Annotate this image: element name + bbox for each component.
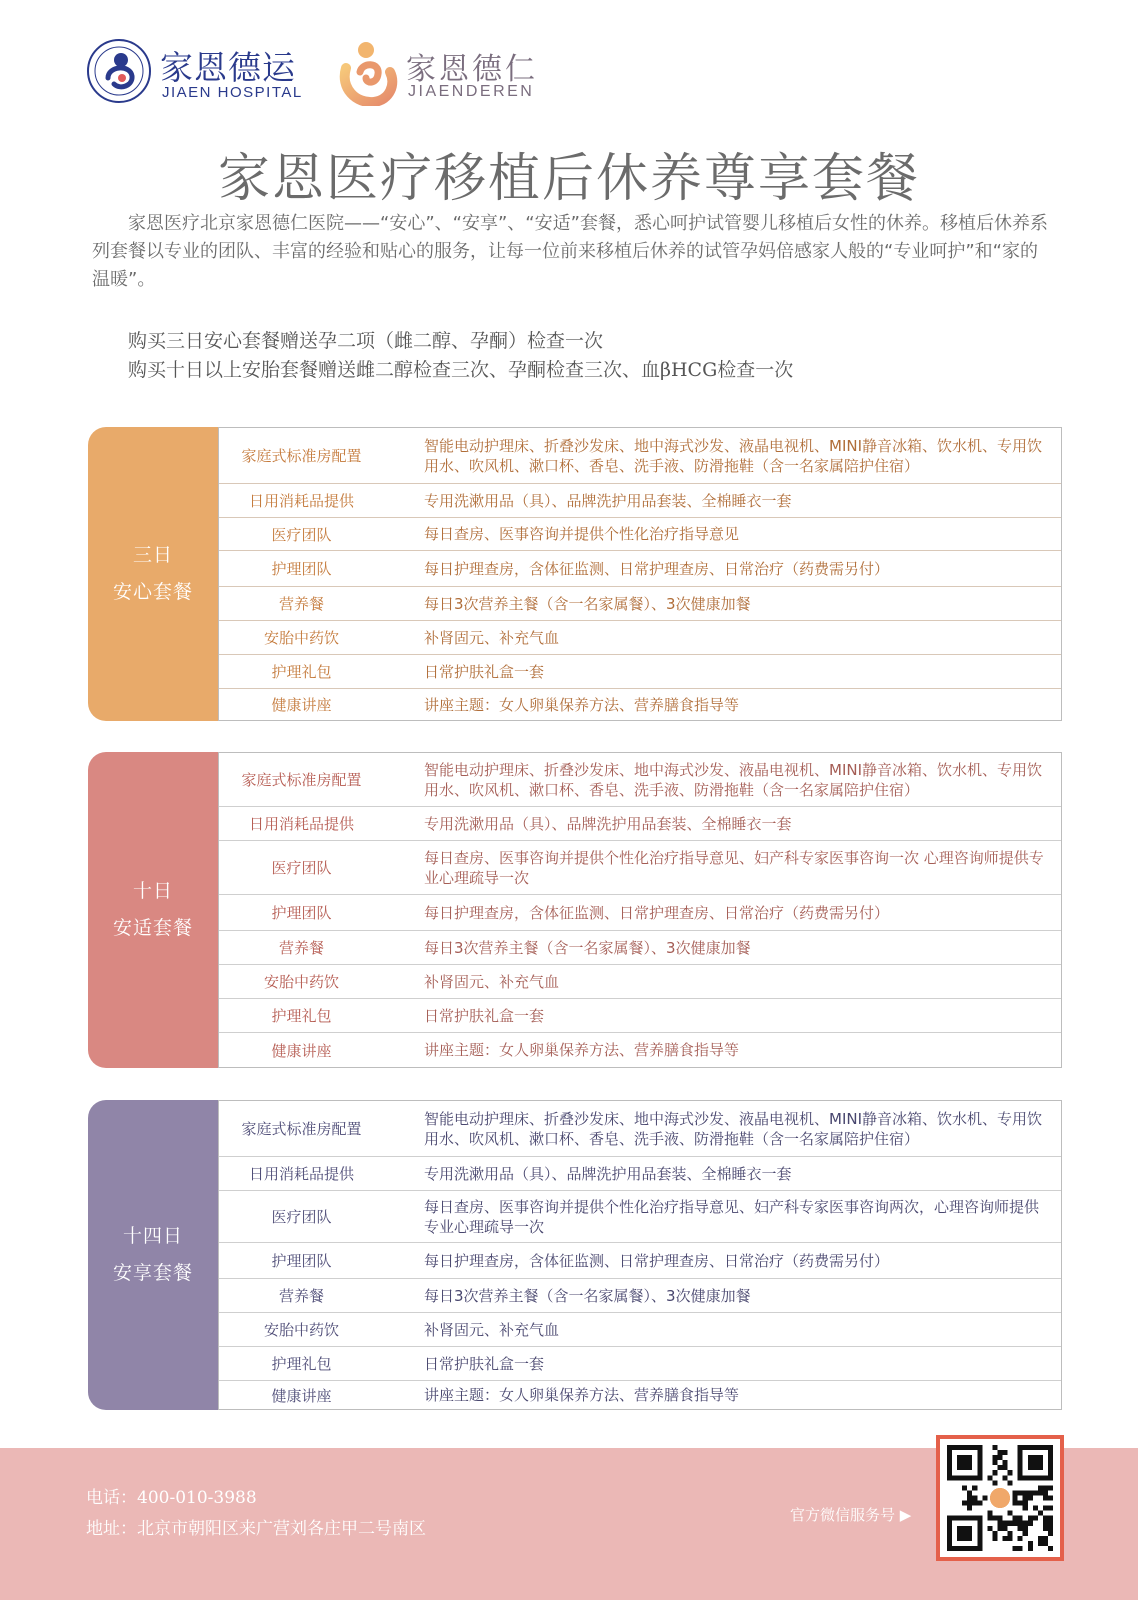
- row-desc: 智能电动护理床、折叠沙发床、地中海式沙发、液晶电视机、MINI静音冰箱、饮水机、专用饮用水、吹风机、漱口杯、香皂、洗手液、防滑拖鞋（含一名家属陪护住宿）: [424, 1109, 1043, 1148]
- qr-code[interactable]: [936, 1435, 1064, 1561]
- row-desc: 专用洗漱用品（具）、品牌洗护用品套装、全棉睡衣一套: [424, 1164, 792, 1183]
- row-desc: 补肾固元、补充气血: [424, 972, 560, 991]
- row-item: 家庭式标准房配置: [241, 447, 362, 465]
- qr-code-icon: [946, 1445, 1054, 1551]
- table-row: [219, 931, 1061, 965]
- row-desc: 每日3次营养主餐（含一名家属餐）、3次健康加餐: [424, 594, 751, 613]
- row-item: 护理礼包: [271, 1355, 332, 1373]
- table-row: [219, 1279, 1061, 1313]
- table-row: [219, 518, 1061, 551]
- intro-text: 家恩医疗北京家恩德仁医院——“安心”、“安享”、“安适”套餐，悉心呵护试管婴儿移植后女性的休养。移植后休养系列套餐以专业的团队、丰富的经验和贴心的服务，让每一位前来移植后休养的试管孕妈倍感家人般的“专业呵护”和“家的温暖”。: [92, 213, 1048, 290]
- table-row: [219, 1347, 1061, 1381]
- package-table: [218, 1100, 1062, 1410]
- row-desc: 讲座主题：女人卵巢保养方法、营养膳食指导等: [424, 695, 740, 714]
- package-days: 十日: [132, 880, 173, 902]
- row-desc: 智能电动护理床、折叠沙发床、地中海式沙发、液晶电视机、MINI静音冰箱、饮水机、专用饮用水、吹风机、漱口杯、香皂、洗手液、防滑拖鞋（含一名家属陪护住宿）: [424, 436, 1043, 475]
- table-row: [219, 1191, 1061, 1243]
- row-item: 安胎中药饮: [263, 1321, 339, 1339]
- package-ten-day: [88, 752, 1062, 1068]
- row-desc: 讲座主题：女人卵巢保养方法、营养膳食指导等: [424, 1041, 740, 1059]
- row-item: 医疗团队: [271, 859, 332, 877]
- package-fourteen-day: [88, 1100, 1062, 1410]
- row-item: 护理礼包: [271, 1007, 332, 1025]
- row-desc: 补肾固元、补充气血: [424, 1320, 560, 1339]
- page-title: 家恩医疗移植后休养尊享套餐: [217, 149, 920, 209]
- hospital-name-en: JIAEN HOSPITAL: [162, 84, 303, 101]
- row-desc: 每日护理查房，含体征监测、日常护理查房、日常治疗（药费需另付）: [424, 1251, 890, 1270]
- package-label: [88, 752, 218, 1068]
- table-row: [219, 965, 1061, 999]
- table-row: [219, 1157, 1061, 1191]
- row-item: 日用消耗品提供: [248, 1165, 354, 1183]
- row-desc: 专用洗漱用品（具）、品牌洗护用品套装、全棉睡衣一套: [424, 491, 792, 510]
- table-row: [219, 1243, 1061, 1279]
- table-row: [219, 999, 1061, 1033]
- row-item: 家庭式标准房配置: [241, 1120, 362, 1138]
- row-item: 营养餐: [278, 939, 324, 957]
- row-item: 健康讲座: [271, 1386, 332, 1405]
- address-text: 地址：北京市朝阳区来广营刘各庄甲二号南区: [86, 1519, 426, 1539]
- promotions: [128, 327, 793, 385]
- promotion-1: 购买三日安心套餐赠送孕二项（雌二醇、孕酮）检查一次: [128, 330, 604, 352]
- row-desc: 每日查房、医事咨询并提供个性化治疗指导意见、妇产科专家医事咨询两次，心理咨询师提供专业心理疏导一次: [424, 1197, 1040, 1236]
- table-row: [219, 841, 1061, 895]
- row-item: 医疗团队: [271, 1208, 332, 1226]
- table-row: [219, 587, 1061, 621]
- sub-brand-name-en: JIAENDEREN: [408, 83, 535, 100]
- table-row: [219, 807, 1061, 841]
- package-days: 十四日: [122, 1225, 183, 1247]
- row-item: 安胎中药饮: [263, 629, 339, 647]
- package-name: 安享套餐: [112, 1262, 193, 1284]
- row-item: 日用消耗品提供: [248, 492, 354, 510]
- package-name: 安心套餐: [112, 581, 193, 603]
- sub-brand-name: 家恩德仁: [406, 52, 538, 87]
- row-desc: 专用洗漱用品（具）、品牌洗护用品套装、全棉睡衣一套: [424, 814, 792, 833]
- table-row: [219, 428, 1061, 484]
- row-desc: 日常护肤礼盒一套: [424, 1006, 545, 1025]
- table-row: [219, 621, 1061, 655]
- package-days: 三日: [132, 544, 173, 566]
- table-row: [219, 551, 1061, 587]
- row-desc: 每日护理查房，含体征监测、日常护理查房、日常治疗（药费需另付）: [424, 903, 890, 922]
- row-item: 健康讲座: [271, 1041, 332, 1060]
- table-row: [219, 1033, 1061, 1067]
- row-desc: 每日查房、医事咨询并提供个性化治疗指导意见、妇产科专家医事咨询一次 心理咨询师提供专业心理疏导一次: [424, 848, 1044, 887]
- package-three-day: [88, 427, 1062, 721]
- table-row: [219, 1381, 1061, 1409]
- row-desc: 每日3次营养主餐（含一名家属餐）、3次健康加餐: [424, 1286, 751, 1305]
- row-item: 护理团队: [271, 1252, 332, 1270]
- table-row: [219, 689, 1061, 720]
- table-row: [219, 895, 1061, 931]
- package-table: [218, 427, 1062, 721]
- row-desc: 讲座主题：女人卵巢保养方法、营养膳食指导等: [424, 1386, 740, 1404]
- row-item: 医疗团队: [271, 525, 332, 544]
- sub-brand-mark-icon: [336, 38, 398, 106]
- wechat-label: 官方微信服务号 ▶: [790, 1506, 912, 1524]
- row-desc: 日常护肤礼盒一套: [424, 1354, 545, 1373]
- table-row: [219, 484, 1061, 518]
- row-item: 日用消耗品提供: [248, 815, 354, 833]
- row-item: 护理团队: [271, 904, 332, 922]
- intro-paragraph: [92, 210, 1052, 294]
- table-row: [219, 655, 1061, 689]
- table-row: [219, 753, 1061, 807]
- row-desc: 补肾固元、补充气血: [424, 628, 560, 647]
- row-item: 营养餐: [278, 595, 324, 613]
- promotion-2: 购买十日以上安胎套餐赠送雌二醇检查三次、孕酮检查三次、血βHCG检查一次: [128, 359, 794, 381]
- row-desc: 日常护肤礼盒一套: [424, 662, 545, 681]
- hospital-seal-icon: [86, 38, 152, 104]
- package-name: 安适套餐: [112, 917, 193, 939]
- sub-brand-logo: [336, 38, 546, 108]
- package-label: [88, 1100, 218, 1410]
- hospital-name: 家恩德运: [160, 48, 296, 87]
- row-item: 护理团队: [271, 560, 332, 578]
- row-item: 安胎中药饮: [263, 973, 339, 991]
- table-row: [219, 1101, 1061, 1157]
- row-desc: 每日3次营养主餐（含一名家属餐）、3次健康加餐: [424, 938, 751, 957]
- row-desc: 智能电动护理床、折叠沙发床、地中海式沙发、液晶电视机、MINI静音冰箱、饮水机、专用饮用水、吹风机、漱口杯、香皂、洗手液、防滑拖鞋（含一名家属陪护住宿）: [424, 760, 1043, 799]
- package-label: [88, 427, 218, 721]
- table-row: [219, 1313, 1061, 1347]
- hospital-logo: [86, 38, 316, 106]
- row-item: 健康讲座: [271, 696, 332, 714]
- row-item: 营养餐: [278, 1287, 324, 1305]
- phone-text: 电话：400-010-3988: [86, 1488, 257, 1508]
- row-item: 家庭式标准房配置: [241, 771, 362, 789]
- row-desc: 每日护理查房，含体征监测、日常护理查房、日常治疗（药费需另付）: [424, 559, 890, 578]
- row-desc: 每日查房、医事咨询并提供个性化治疗指导意见: [424, 525, 740, 543]
- row-item: 护理礼包: [271, 663, 332, 681]
- package-table: [218, 752, 1062, 1068]
